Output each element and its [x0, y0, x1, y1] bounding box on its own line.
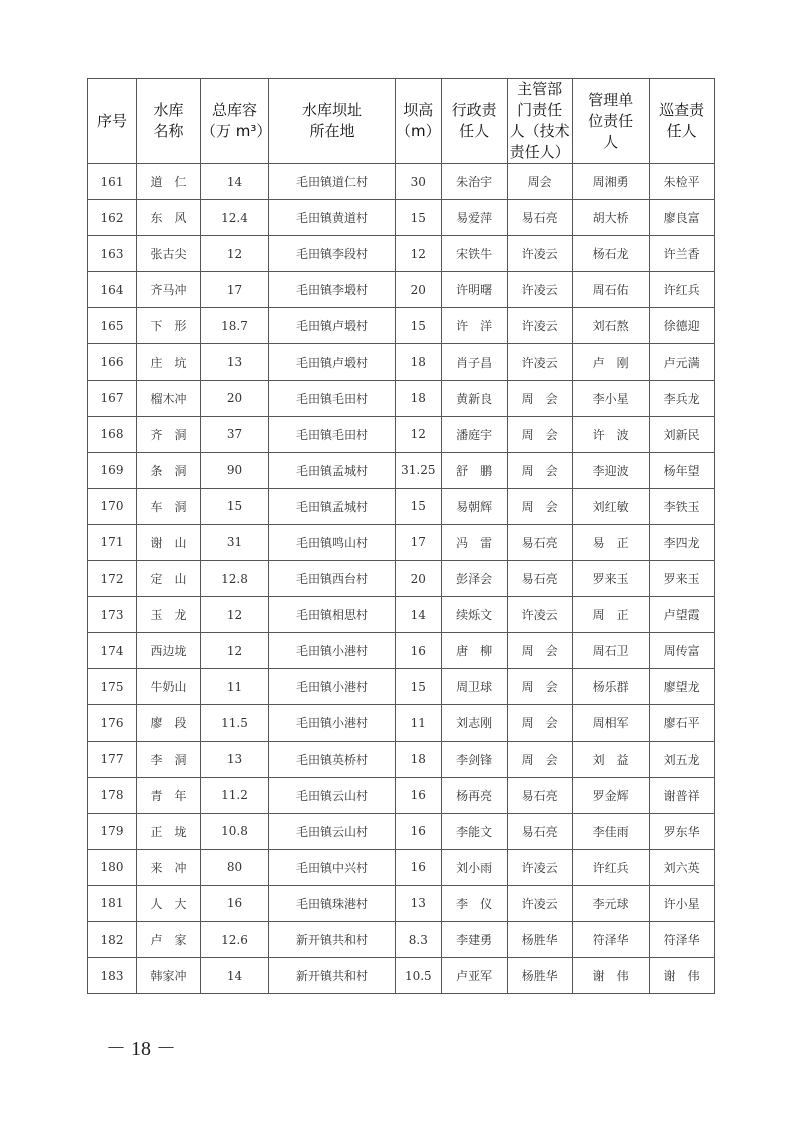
cell-dam-height: 16 — [396, 813, 442, 849]
cell-dam-height: 31.25 — [396, 452, 442, 488]
cell-location: 毛田镇西台村 — [269, 561, 396, 597]
cell-dept-person: 周 会 — [507, 452, 572, 488]
cell-dept-person: 杨胜华 — [507, 958, 572, 994]
cell-name: 西边垅 — [137, 633, 201, 669]
cell-patrol-person: 李兵龙 — [649, 380, 714, 416]
cell-admin-person: 黄新良 — [441, 380, 507, 416]
cell-capacity: 17 — [201, 272, 269, 308]
cell-patrol-person: 廖良富 — [649, 200, 714, 236]
table-row — [88, 705, 715, 741]
table-row — [88, 633, 715, 669]
cell-patrol-person: 刘六英 — [649, 849, 714, 885]
cell-admin-person: 宋铁牛 — [441, 236, 507, 272]
cell-mgmt-person: 李迎波 — [572, 452, 649, 488]
cell-patrol-person: 许兰香 — [649, 236, 714, 272]
cell-mgmt-person: 许 波 — [572, 416, 649, 452]
cell-dam-height: 11 — [396, 705, 442, 741]
cell-name: 人 大 — [137, 885, 201, 921]
cell-location: 毛田镇黄道村 — [269, 200, 396, 236]
cell-mgmt-person: 罗金辉 — [572, 777, 649, 813]
cell-capacity: 20 — [201, 380, 269, 416]
cell-dept-person: 周 会 — [507, 380, 572, 416]
cell-mgmt-person: 卢 刚 — [572, 344, 649, 380]
cell-dam-height: 8.3 — [396, 921, 442, 957]
cell-dam-height: 30 — [396, 164, 442, 200]
cell-dept-person: 许凌云 — [507, 272, 572, 308]
cell-location: 毛田镇相思村 — [269, 597, 396, 633]
cell-mgmt-person: 周 正 — [572, 597, 649, 633]
cell-name: 定 山 — [137, 561, 201, 597]
cell-name: 下 形 — [137, 308, 201, 344]
cell-dam-height: 20 — [396, 561, 442, 597]
cell-capacity: 12 — [201, 633, 269, 669]
cell-location: 毛田镇珠港村 — [269, 885, 396, 921]
cell-dam-height: 16 — [396, 849, 442, 885]
table-row — [88, 164, 715, 200]
cell-location: 毛田镇毛田村 — [269, 416, 396, 452]
cell-admin-person: 许 洋 — [441, 308, 507, 344]
cell-admin-person: 舒 鹏 — [441, 452, 507, 488]
cell-mgmt-person: 李小星 — [572, 380, 649, 416]
cell-dept-person: 周 会 — [507, 705, 572, 741]
cell-dept-person: 许凌云 — [507, 344, 572, 380]
cell-patrol-person: 杨年望 — [649, 452, 714, 488]
cell-patrol-person: 罗来玉 — [649, 561, 714, 597]
cell-patrol-person: 卢望霞 — [649, 597, 714, 633]
cell-dam-height: 13 — [396, 885, 442, 921]
header-capacity: 总库容 （万 m³） — [201, 79, 269, 164]
cell-dept-person: 周 会 — [507, 669, 572, 705]
cell-name: 齐马冲 — [137, 272, 201, 308]
table-row — [88, 597, 715, 633]
cell-dam-height: 17 — [396, 524, 442, 560]
cell-mgmt-person: 刘石熬 — [572, 308, 649, 344]
cell-dam-height: 12 — [396, 236, 442, 272]
cell-patrol-person: 周传富 — [649, 633, 714, 669]
cell-patrol-person: 刘五龙 — [649, 741, 714, 777]
table-row — [88, 236, 715, 272]
cell-dam-height: 10.5 — [396, 958, 442, 994]
cell-dam-height: 16 — [396, 777, 442, 813]
cell-name: 榴木冲 — [137, 380, 201, 416]
cell-index: 161 — [88, 164, 137, 200]
cell-capacity: 15 — [201, 488, 269, 524]
cell-capacity: 80 — [201, 849, 269, 885]
cell-index: 176 — [88, 705, 137, 741]
cell-name: 廖 段 — [137, 705, 201, 741]
cell-mgmt-person: 周湘勇 — [572, 164, 649, 200]
cell-capacity: 12 — [201, 236, 269, 272]
cell-admin-person: 易爱萍 — [441, 200, 507, 236]
table-row — [88, 272, 715, 308]
cell-patrol-person: 许红兵 — [649, 272, 714, 308]
cell-patrol-person: 李铁玉 — [649, 488, 714, 524]
header-admin-person: 行政责 任人 — [441, 79, 507, 164]
header-dam-height: 坝高 （m） — [396, 79, 442, 164]
table-row — [88, 200, 715, 236]
cell-capacity: 11.2 — [201, 777, 269, 813]
cell-location: 新开镇共和村 — [269, 921, 396, 957]
cell-location: 毛田镇小港村 — [269, 705, 396, 741]
cell-capacity: 13 — [201, 741, 269, 777]
cell-dept-person: 许凌云 — [507, 885, 572, 921]
cell-dam-height: 18 — [396, 344, 442, 380]
cell-admin-person: 李能文 — [441, 813, 507, 849]
cell-dam-height: 15 — [396, 488, 442, 524]
cell-admin-person: 彭泽会 — [441, 561, 507, 597]
cell-admin-person: 续烁文 — [441, 597, 507, 633]
cell-index: 172 — [88, 561, 137, 597]
cell-index: 163 — [88, 236, 137, 272]
cell-capacity: 12.6 — [201, 921, 269, 957]
table-row — [88, 921, 715, 957]
cell-location: 毛田镇卢塅村 — [269, 344, 396, 380]
header-dept-person: 主管部 门责任 人（技术 责任人） — [507, 79, 572, 164]
cell-admin-person: 卢亚军 — [441, 958, 507, 994]
cell-dam-height: 18 — [396, 741, 442, 777]
cell-dam-height: 12 — [396, 416, 442, 452]
cell-location: 毛田镇云山村 — [269, 777, 396, 813]
cell-name: 李 洞 — [137, 741, 201, 777]
cell-capacity: 31 — [201, 524, 269, 560]
cell-patrol-person: 卢元满 — [649, 344, 714, 380]
cell-dept-person: 许凌云 — [507, 849, 572, 885]
cell-dept-person: 许凌云 — [507, 597, 572, 633]
cell-name: 韩家冲 — [137, 958, 201, 994]
cell-mgmt-person: 李元球 — [572, 885, 649, 921]
cell-mgmt-person: 谢 伟 — [572, 958, 649, 994]
cell-dept-person: 易石亮 — [507, 200, 572, 236]
cell-admin-person: 冯 雷 — [441, 524, 507, 560]
cell-admin-person: 刘小雨 — [441, 849, 507, 885]
cell-capacity: 11.5 — [201, 705, 269, 741]
cell-dept-person: 周 会 — [507, 741, 572, 777]
cell-name: 车 洞 — [137, 488, 201, 524]
cell-index: 166 — [88, 344, 137, 380]
cell-patrol-person: 罗东华 — [649, 813, 714, 849]
cell-capacity: 10.8 — [201, 813, 269, 849]
cell-mgmt-person: 周相军 — [572, 705, 649, 741]
cell-name: 庄 坑 — [137, 344, 201, 380]
cell-capacity: 13 — [201, 344, 269, 380]
cell-admin-person: 周卫球 — [441, 669, 507, 705]
table-row — [88, 958, 715, 994]
cell-dept-person: 周 会 — [507, 633, 572, 669]
cell-capacity: 16 — [201, 885, 269, 921]
cell-admin-person: 易朝辉 — [441, 488, 507, 524]
table-row — [88, 669, 715, 705]
cell-mgmt-person: 符泽华 — [572, 921, 649, 957]
cell-mgmt-person: 罗来玉 — [572, 561, 649, 597]
cell-patrol-person: 廖望龙 — [649, 669, 714, 705]
cell-patrol-person: 谢普祥 — [649, 777, 714, 813]
cell-mgmt-person: 易 正 — [572, 524, 649, 560]
cell-patrol-person: 许小星 — [649, 885, 714, 921]
cell-location: 毛田镇中兴村 — [269, 849, 396, 885]
cell-index: 169 — [88, 452, 137, 488]
cell-patrol-person: 符泽华 — [649, 921, 714, 957]
cell-dept-person: 易石亮 — [507, 777, 572, 813]
cell-index: 182 — [88, 921, 137, 957]
cell-mgmt-person: 刘红敏 — [572, 488, 649, 524]
cell-dept-person: 易石亮 — [507, 524, 572, 560]
cell-patrol-person: 刘新民 — [649, 416, 714, 452]
cell-dam-height: 20 — [396, 272, 442, 308]
cell-index: 175 — [88, 669, 137, 705]
table-row — [88, 849, 715, 885]
cell-mgmt-person: 胡大桥 — [572, 200, 649, 236]
cell-index: 173 — [88, 597, 137, 633]
cell-admin-person: 李建勇 — [441, 921, 507, 957]
cell-capacity: 18.7 — [201, 308, 269, 344]
cell-name: 谢 山 — [137, 524, 201, 560]
cell-admin-person: 李 仪 — [441, 885, 507, 921]
cell-admin-person: 刘志刚 — [441, 705, 507, 741]
header-mgmt-person: 管理单 位责任 人 — [572, 79, 649, 164]
cell-admin-person: 杨再亮 — [441, 777, 507, 813]
cell-index: 177 — [88, 741, 137, 777]
cell-dept-person: 易石亮 — [507, 813, 572, 849]
cell-dept-person: 易石亮 — [507, 561, 572, 597]
table-row — [88, 452, 715, 488]
table-row — [88, 813, 715, 849]
cell-location: 新开镇共和村 — [269, 958, 396, 994]
cell-patrol-person: 李四龙 — [649, 524, 714, 560]
cell-location: 毛田镇毛田村 — [269, 380, 396, 416]
cell-dept-person: 周 会 — [507, 416, 572, 452]
cell-dam-height: 18 — [396, 380, 442, 416]
cell-location: 毛田镇卢塅村 — [269, 308, 396, 344]
table-row — [88, 561, 715, 597]
cell-capacity: 14 — [201, 164, 269, 200]
cell-admin-person: 肖子昌 — [441, 344, 507, 380]
cell-capacity: 12.8 — [201, 561, 269, 597]
reservoir-table — [87, 78, 715, 994]
cell-index: 171 — [88, 524, 137, 560]
cell-patrol-person: 谢 伟 — [649, 958, 714, 994]
cell-mgmt-person: 周石卫 — [572, 633, 649, 669]
cell-mgmt-person: 杨乐群 — [572, 669, 649, 705]
cell-index: 181 — [88, 885, 137, 921]
cell-index: 174 — [88, 633, 137, 669]
header-patrol-person: 巡查责 任人 — [649, 79, 714, 164]
cell-mgmt-person: 刘 益 — [572, 741, 649, 777]
cell-capacity: 37 — [201, 416, 269, 452]
cell-admin-person: 唐 柳 — [441, 633, 507, 669]
cell-location: 毛田镇道仁村 — [269, 164, 396, 200]
cell-location: 毛田镇英桥村 — [269, 741, 396, 777]
cell-dam-height: 15 — [396, 308, 442, 344]
cell-name: 条 洞 — [137, 452, 201, 488]
table-row — [88, 344, 715, 380]
cell-name: 道 仁 — [137, 164, 201, 200]
cell-name: 张古尖 — [137, 236, 201, 272]
page-number: － 18 － — [106, 1038, 176, 1060]
header-row — [88, 79, 715, 164]
table-row — [88, 524, 715, 560]
cell-index: 183 — [88, 958, 137, 994]
cell-name: 玉 龙 — [137, 597, 201, 633]
header-index: 序号 — [88, 79, 137, 164]
cell-patrol-person: 徐德迎 — [649, 308, 714, 344]
cell-name: 东 风 — [137, 200, 201, 236]
table-row — [88, 416, 715, 452]
cell-mgmt-person: 李佳雨 — [572, 813, 649, 849]
cell-index: 164 — [88, 272, 137, 308]
cell-dam-height: 15 — [396, 200, 442, 236]
cell-name: 青 年 — [137, 777, 201, 813]
cell-location: 毛田镇小港村 — [269, 669, 396, 705]
cell-dam-height: 14 — [396, 597, 442, 633]
header-name: 水库 名称 — [137, 79, 201, 164]
cell-dept-person: 许凌云 — [507, 236, 572, 272]
cell-index: 178 — [88, 777, 137, 813]
cell-mgmt-person: 许红兵 — [572, 849, 649, 885]
cell-index: 167 — [88, 380, 137, 416]
cell-capacity: 11 — [201, 669, 269, 705]
cell-location: 毛田镇孟城村 — [269, 452, 396, 488]
cell-name: 正 垅 — [137, 813, 201, 849]
cell-capacity: 12.4 — [201, 200, 269, 236]
cell-admin-person: 朱治宇 — [441, 164, 507, 200]
cell-patrol-person: 朱检平 — [649, 164, 714, 200]
cell-dept-person: 许凌云 — [507, 308, 572, 344]
cell-location: 毛田镇李段村 — [269, 236, 396, 272]
cell-index: 179 — [88, 813, 137, 849]
cell-index: 170 — [88, 488, 137, 524]
table-row — [88, 885, 715, 921]
cell-dept-person: 杨胜华 — [507, 921, 572, 957]
cell-name: 齐 洞 — [137, 416, 201, 452]
cell-index: 168 — [88, 416, 137, 452]
cell-location: 毛田镇云山村 — [269, 813, 396, 849]
cell-dept-person: 周会 — [507, 164, 572, 200]
cell-name: 牛奶山 — [137, 669, 201, 705]
cell-admin-person: 潘庭宇 — [441, 416, 507, 452]
cell-index: 165 — [88, 308, 137, 344]
header-location: 水库坝址 所在地 — [269, 79, 396, 164]
cell-location: 毛田镇孟城村 — [269, 488, 396, 524]
cell-mgmt-person: 周石佑 — [572, 272, 649, 308]
table-row — [88, 488, 715, 524]
cell-location: 毛田镇小港村 — [269, 633, 396, 669]
cell-index: 180 — [88, 849, 137, 885]
cell-admin-person: 许明曙 — [441, 272, 507, 308]
cell-dam-height: 15 — [396, 669, 442, 705]
cell-capacity: 14 — [201, 958, 269, 994]
cell-dept-person: 周 会 — [507, 488, 572, 524]
cell-capacity: 90 — [201, 452, 269, 488]
cell-name: 卢 家 — [137, 921, 201, 957]
cell-index: 162 — [88, 200, 137, 236]
cell-name: 来 冲 — [137, 849, 201, 885]
cell-dam-height: 16 — [396, 633, 442, 669]
cell-location: 毛田镇鸣山村 — [269, 524, 396, 560]
table-row — [88, 741, 715, 777]
table-row — [88, 308, 715, 344]
cell-capacity: 12 — [201, 597, 269, 633]
table-row — [88, 777, 715, 813]
cell-location: 毛田镇李塅村 — [269, 272, 396, 308]
cell-admin-person: 李剑锋 — [441, 741, 507, 777]
cell-patrol-person: 廖石平 — [649, 705, 714, 741]
table-row — [88, 380, 715, 416]
cell-mgmt-person: 杨石龙 — [572, 236, 649, 272]
